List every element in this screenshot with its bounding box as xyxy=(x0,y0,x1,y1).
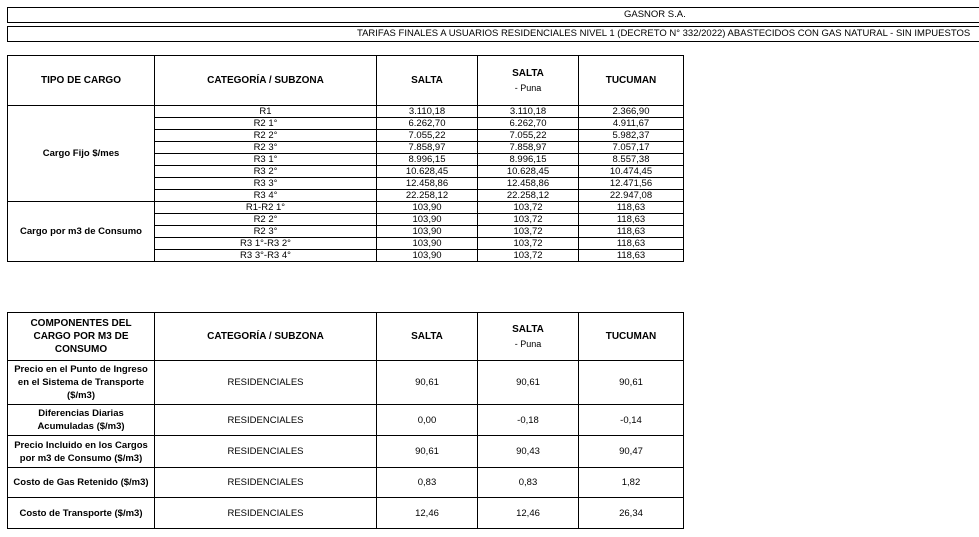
document-title: TARIFAS FINALES A USUARIOS RESIDENCIALES NIVEL 1 (DECRETO N° 332/2022) ABASTECIDOS CON GAS NATURAL - SIN IMPUESTOS xyxy=(357,28,971,39)
header-puna-sub: - Puna xyxy=(514,83,542,93)
header-tucuman: TUCUMAN xyxy=(579,56,684,106)
category-cell: R3 2° xyxy=(155,166,377,178)
category-cell: R3 1° xyxy=(155,154,377,166)
tucuman-value: 118,63 xyxy=(579,214,684,226)
salta-puna-value: 103,72 xyxy=(478,214,579,226)
category-cell: RESIDENCIALES xyxy=(155,436,377,468)
header-categoria-2: CATEGORÍA / SUBZONA xyxy=(155,313,377,361)
tariff-table-header xyxy=(8,56,684,106)
salta-puna-value: 103,72 xyxy=(478,202,579,214)
component-row xyxy=(8,361,684,405)
salta-puna-value: 3.110,18 xyxy=(478,106,579,118)
salta-value: 8.996,15 xyxy=(377,154,478,166)
header-salta-2: SALTA xyxy=(377,313,478,361)
category-cell: RESIDENCIALES xyxy=(155,361,377,405)
tucuman-value: 12.471,56 xyxy=(579,178,684,190)
component-label: Precio en el Punto de Ingreso en el Sistema de Transporte ($/m3) xyxy=(8,361,155,405)
tucuman-value: 118,63 xyxy=(579,226,684,238)
category-cell: RESIDENCIALES xyxy=(155,498,377,529)
header-salta-puna-label-2: SALTA xyxy=(512,324,544,335)
tariff-table xyxy=(7,55,684,262)
tariff-row xyxy=(8,106,684,118)
category-cell: RESIDENCIALES xyxy=(155,468,377,498)
category-cell: R2 3° xyxy=(155,142,377,154)
salta-puna-value: 90,43 xyxy=(478,436,579,468)
header-componentes: COMPONENTES DEL CARGO POR M3 DE CONSUMO xyxy=(8,313,155,361)
header-tucuman-2: TUCUMAN xyxy=(579,313,684,361)
component-row xyxy=(8,436,684,468)
cargo-consumo-group xyxy=(8,202,684,262)
tucuman-value: 1,82 xyxy=(579,468,684,498)
salta-value: 103,90 xyxy=(377,238,478,250)
salta-value: 103,90 xyxy=(377,250,478,262)
tucuman-value: 118,63 xyxy=(579,238,684,250)
tucuman-value: 90,61 xyxy=(579,361,684,405)
salta-puna-value: -0,18 xyxy=(478,405,579,436)
header-categoria: CATEGORÍA / SUBZONA xyxy=(155,56,377,106)
salta-value: 12,46 xyxy=(377,498,478,529)
salta-puna-value: 6.262,70 xyxy=(478,118,579,130)
salta-value: 0,00 xyxy=(377,405,478,436)
salta-puna-value: 12,46 xyxy=(478,498,579,529)
salta-puna-value: 0,83 xyxy=(478,468,579,498)
component-label: Costo de Transporte ($/m3) xyxy=(8,498,155,529)
salta-value: 7.858,97 xyxy=(377,142,478,154)
components-rows xyxy=(8,361,684,529)
salta-value: 103,90 xyxy=(377,214,478,226)
components-table xyxy=(7,312,684,529)
category-cell: R2 2° xyxy=(155,130,377,142)
header-salta-puna xyxy=(478,56,579,106)
tucuman-value: 5.982,37 xyxy=(579,130,684,142)
category-cell: R2 3° xyxy=(155,226,377,238)
salta-puna-value: 7.858,97 xyxy=(478,142,579,154)
salta-value: 90,61 xyxy=(377,436,478,468)
category-cell: R3 3°-R3 4° xyxy=(155,250,377,262)
salta-value: 12.458,86 xyxy=(377,178,478,190)
salta-value: 90,61 xyxy=(377,361,478,405)
salta-value: 7.055,22 xyxy=(377,130,478,142)
tucuman-value: 2.366,90 xyxy=(579,106,684,118)
header-salta-puna-2 xyxy=(478,313,579,361)
salta-puna-value: 8.996,15 xyxy=(478,154,579,166)
category-cell: R3 1°-R3 2° xyxy=(155,238,377,250)
salta-value: 0,83 xyxy=(377,468,478,498)
salta-value: 103,90 xyxy=(377,202,478,214)
category-cell: R2 2° xyxy=(155,214,377,226)
salta-puna-value: 10.628,45 xyxy=(478,166,579,178)
category-cell: R3 4° xyxy=(155,190,377,202)
header-salta-puna-label: SALTA xyxy=(512,68,544,79)
tucuman-value: 10.474,45 xyxy=(579,166,684,178)
cargo-consumo-label: Cargo por m3 de Consumo xyxy=(8,202,155,262)
component-row xyxy=(8,468,684,498)
component-row xyxy=(8,405,684,436)
salta-puna-value: 12.458,86 xyxy=(478,178,579,190)
component-label: Diferencias Diarias Acumuladas ($/m3) xyxy=(8,405,155,436)
salta-puna-value: 103,72 xyxy=(478,250,579,262)
cargo-fijo-label: Cargo Fijo $/mes xyxy=(8,106,155,202)
title-bar xyxy=(7,26,979,42)
tucuman-value: 7.057,17 xyxy=(579,142,684,154)
tucuman-value: 118,63 xyxy=(579,250,684,262)
cargo-fijo-group xyxy=(8,106,684,202)
salta-puna-value: 90,61 xyxy=(478,361,579,405)
company-name: GASNOR S.A. xyxy=(624,9,686,20)
category-cell: R2 1° xyxy=(155,118,377,130)
tucuman-value: 118,63 xyxy=(579,202,684,214)
component-label: Precio Incluido en los Cargos por m3 de Consumo ($/m3) xyxy=(8,436,155,468)
category-cell: RESIDENCIALES xyxy=(155,405,377,436)
salta-puna-value: 103,72 xyxy=(478,238,579,250)
header-tipo-de-cargo: TIPO DE CARGO xyxy=(8,56,155,106)
salta-puna-value: 7.055,22 xyxy=(478,130,579,142)
tucuman-value: 90,47 xyxy=(579,436,684,468)
company-bar xyxy=(7,7,979,23)
tucuman-value: -0,14 xyxy=(579,405,684,436)
tucuman-value: 26,34 xyxy=(579,498,684,529)
salta-value: 6.262,70 xyxy=(377,118,478,130)
component-row xyxy=(8,498,684,529)
salta-value: 103,90 xyxy=(377,226,478,238)
salta-value: 3.110,18 xyxy=(377,106,478,118)
salta-puna-value: 103,72 xyxy=(478,226,579,238)
category-cell: R1 xyxy=(155,106,377,118)
header-puna-sub-2: - Puna xyxy=(514,339,542,349)
salta-value: 22.258,12 xyxy=(377,190,478,202)
components-table-header xyxy=(8,313,684,361)
tucuman-value: 22.947,08 xyxy=(579,190,684,202)
tariff-row xyxy=(8,202,684,214)
salta-puna-value: 22.258,12 xyxy=(478,190,579,202)
salta-value: 10.628,45 xyxy=(377,166,478,178)
category-cell: R1-R2 1° xyxy=(155,202,377,214)
tucuman-value: 4.911,67 xyxy=(579,118,684,130)
header-salta: SALTA xyxy=(377,56,478,106)
component-label: Costo de Gas Retenido ($/m3) xyxy=(8,468,155,498)
category-cell: R3 3° xyxy=(155,178,377,190)
tucuman-value: 8.557,38 xyxy=(579,154,684,166)
